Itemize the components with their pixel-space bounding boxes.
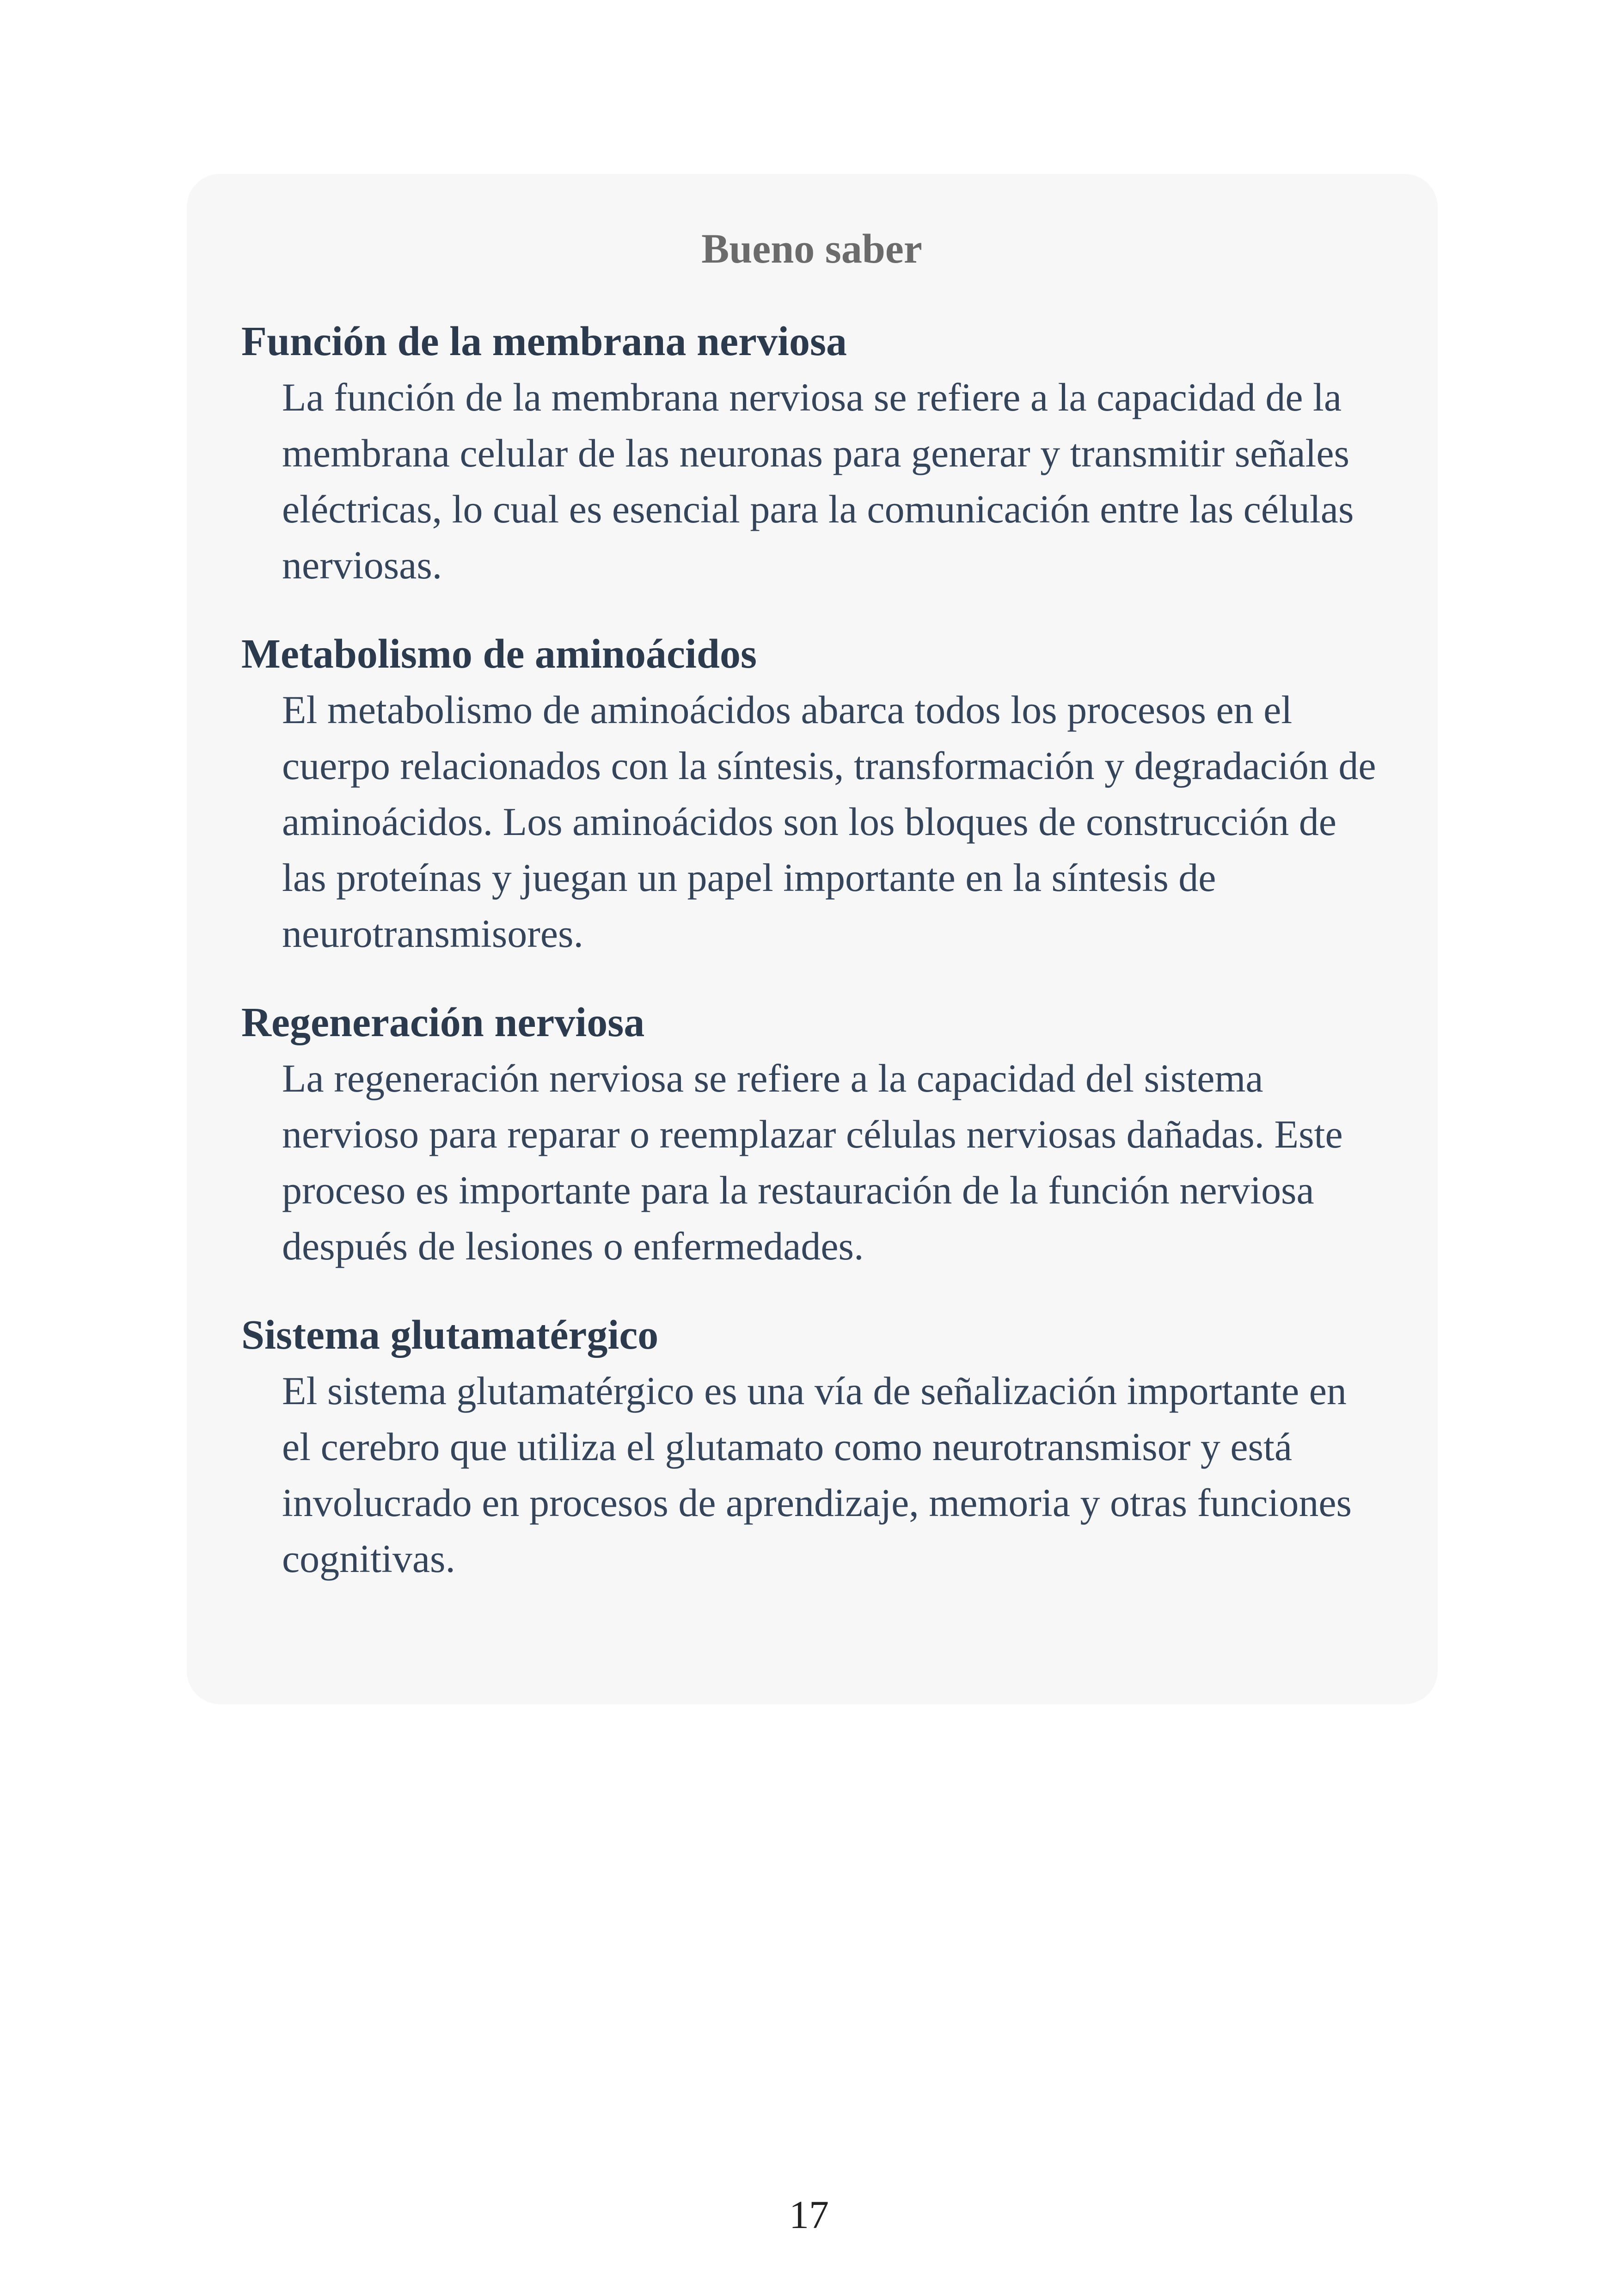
term-entry bbox=[241, 1312, 1382, 1587]
term-definition: El sistema glutamatérgico es una vía de señalización importante en el cerebro que utiliza el glutamato como neurotransmisor y está involucrado en procesos de aprendizaje, memoria y otras funciones cognitivas. bbox=[282, 1369, 1352, 1581]
page-number: 17 bbox=[789, 2192, 829, 2237]
term-entry bbox=[241, 1000, 1382, 1274]
term-entry bbox=[241, 319, 1382, 593]
term-heading: Sistema glutamatérgico bbox=[241, 1312, 659, 1358]
term-definition: El metabolismo de aminoácidos abarca todos los procesos en el cuerpo relacionados con la síntesis, transformación y degradación de aminoácidos. Los aminoácidos son los bloques de construcción de las proteínas y juegan un papel importante en la síntesis de neurotransmisores. bbox=[282, 688, 1376, 956]
term-heading: Función de la membrana nerviosa bbox=[241, 319, 847, 364]
term-heading: Regeneración nerviosa bbox=[241, 1000, 645, 1045]
info-box-title: Bueno saber bbox=[701, 226, 922, 272]
info-box bbox=[187, 174, 1438, 1704]
term-definition: La regeneración nerviosa se refiere a la capacidad del sistema nervioso para reparar o reemplazar células nerviosas dañadas. Este proceso es importante para la restauración de la función nerviosa después de lesiones o enfermedades. bbox=[282, 1056, 1343, 1268]
term-heading: Metabolismo de aminoácidos bbox=[241, 631, 757, 677]
term-entry bbox=[241, 631, 1382, 962]
term-definition: La función de la membrana nerviosa se refiere a la capacidad de la membrana celular de las neuronas para generar y transmitir señales eléctricas, lo cual es esencial para la comunicación entre las células nerviosas. bbox=[282, 375, 1354, 587]
